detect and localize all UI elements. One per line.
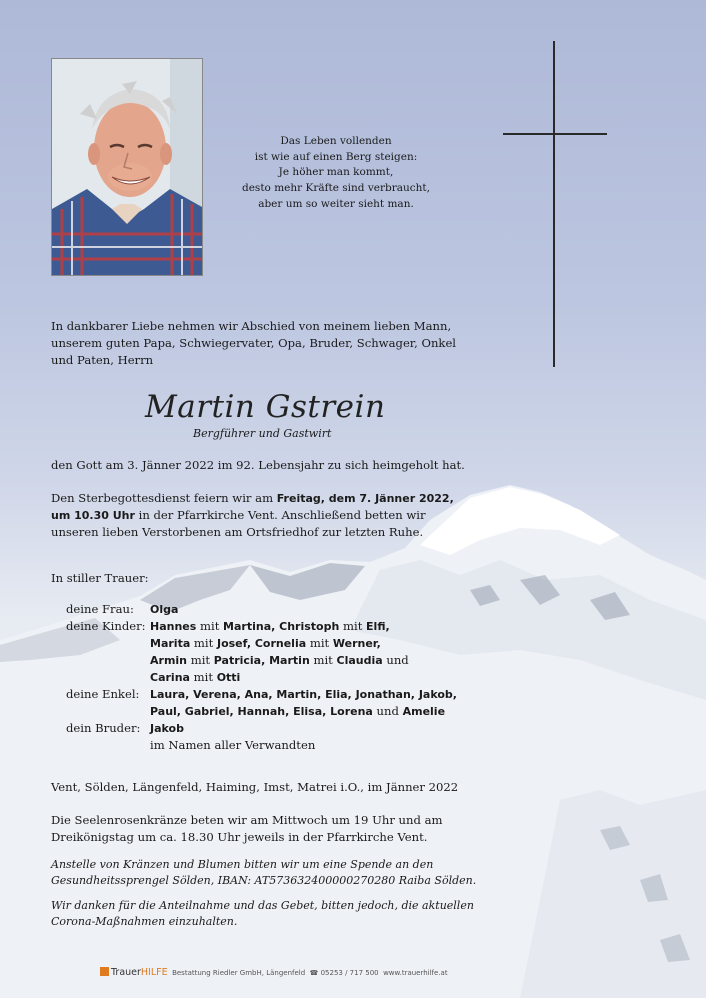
- motto-line: Je höher man kommt,: [278, 166, 394, 179]
- relative-label: deine Enkel:: [66, 687, 140, 701]
- motto-line: ist wie auf einen Berg steigen:: [254, 150, 418, 163]
- footer-phone: ☎ 05253 / 717 500: [309, 969, 379, 977]
- mourning-title: In stiller Trauer:: [51, 571, 149, 585]
- portrait-photo: [51, 58, 203, 276]
- service-text-part: in der Pfarrkirche Vent. Anschließend betten wir: [134, 508, 426, 522]
- relative-name: Josef, Cornelia: [216, 637, 307, 650]
- relative-label: deine Frau:: [66, 602, 134, 616]
- cross-icon-bar: [503, 133, 607, 135]
- thanks-text: [51, 898, 474, 930]
- relative-conj: und: [372, 704, 403, 718]
- rosary-line: Die Seelenrosenkränze beten wir am Mittwoch um 19 Uhr und am: [51, 813, 443, 827]
- intro-line: und Paten, Herrn: [51, 353, 154, 367]
- deceased-role: Bergführer und Gastwirt: [193, 427, 332, 440]
- relative-name: Otti: [216, 671, 241, 684]
- relative-label: deine Kinder:: [66, 619, 146, 633]
- rosary-line: Dreikönigstag um ca. 18.30 Uhr jeweils in der Pfarrkirche Vent.: [51, 830, 428, 844]
- relative-name: Amelie: [402, 705, 446, 718]
- footer-company: Bestattung Riedler GmbH, Längenfeld: [172, 969, 306, 977]
- relatives-list: deine Frau: Olga deine Kinder: Hannes mit Martina, Christoph mit Elfi, Marita mit Josef, Cornelia mit Werner, Armin mit Patricia, Martin mit Claudia und Carina mit Otti deine Enkel: Laura, Verena, Ana, Martin, Elia, Jonathan, Jakob, Paul, Gabriel, Hannah, Elisa, Lorena und Amelie dein Bruder: Jakob im Namen aller Verwandten: [66, 602, 457, 752]
- relative-name: Hannes: [150, 620, 197, 633]
- cross-icon: [553, 41, 555, 367]
- relative-conj: und: [382, 653, 409, 667]
- relative-name: Paul, Gabriel, Hannah, Elisa, Lorena: [150, 705, 373, 718]
- relative-label: dein Bruder:: [66, 721, 141, 735]
- thanks-line: Wir danken für die Anteilnahme und das Gebet, bitten jedoch, die aktuellen: [51, 899, 474, 912]
- donation-line: Gesundheitssprengel Sölden, IBAN: AT573632400000270280 Raiba Sölden.: [51, 874, 477, 887]
- relatives-all: im Namen aller Verwandten: [150, 738, 316, 752]
- relative-name: Marita: [150, 637, 191, 650]
- motto-line: desto mehr Kräfte sind verbraucht,: [242, 182, 430, 195]
- relative-name: Werner,: [332, 637, 381, 650]
- place-date: Vent, Sölden, Längenfeld, Haiming, Imst, Matrei i.O., im Jänner 2022: [51, 780, 459, 794]
- deceased-name: Martin Gstrein: [145, 389, 386, 425]
- service-text-part: Den Sterbegottesdienst feiern wir am: [51, 491, 277, 505]
- motto-line: aber um so weiter sieht man.: [258, 197, 414, 210]
- relative-name: Elfi,: [366, 620, 390, 633]
- relative-name: Armin: [150, 654, 188, 667]
- brand-logo-icon: [100, 967, 109, 976]
- donation-text: [51, 857, 476, 889]
- intro-line: In dankbarer Liebe nehmen wir Abschied von meinem lieben Mann,: [51, 319, 452, 333]
- service-date: Freitag, dem 7. Jänner 2022,: [276, 492, 454, 505]
- service-text: [51, 490, 454, 541]
- relative-name: Carina: [150, 671, 190, 684]
- relative-name: Martina, Christoph: [223, 620, 340, 633]
- relative-name: Laura, Verena, Ana, Martin, Elia, Jonathan, Jakob,: [150, 688, 457, 701]
- relative-name: Olga: [150, 603, 179, 616]
- donation-line: Anstelle von Kränzen und Blumen bitten wir um eine Spende an den: [51, 858, 434, 871]
- footer-web[interactable]: www.trauerhilfe.at: [383, 969, 448, 977]
- rosary-text: [51, 812, 443, 846]
- relative-name: Patricia, Martin: [213, 654, 310, 667]
- motto-poem: [236, 134, 436, 213]
- intro-line: unserem guten Papa, Schwiegervater, Opa, Bruder, Schwager, Onkel: [51, 336, 457, 350]
- intro-text: [51, 318, 456, 369]
- relative-name: Jakob: [150, 722, 184, 735]
- thanks-line: Corona-Maßnahmen einzuhalten.: [51, 915, 238, 928]
- relative-conj: mit: [196, 619, 224, 633]
- service-text-part: unseren lieben Verstorbenen am Ortsfriedhof zur letzten Ruhe.: [51, 525, 424, 539]
- brand-name: TrauerHILFE: [111, 967, 168, 978]
- service-time: um 10.30 Uhr: [51, 509, 135, 522]
- motto-line: Das Leben vollenden: [280, 135, 392, 147]
- footer: [100, 967, 448, 978]
- death-line: den Gott am 3. Jänner 2022 im 92. Lebensjahr zu sich heimgeholt hat.: [51, 458, 465, 472]
- relative-name: Claudia: [336, 654, 383, 667]
